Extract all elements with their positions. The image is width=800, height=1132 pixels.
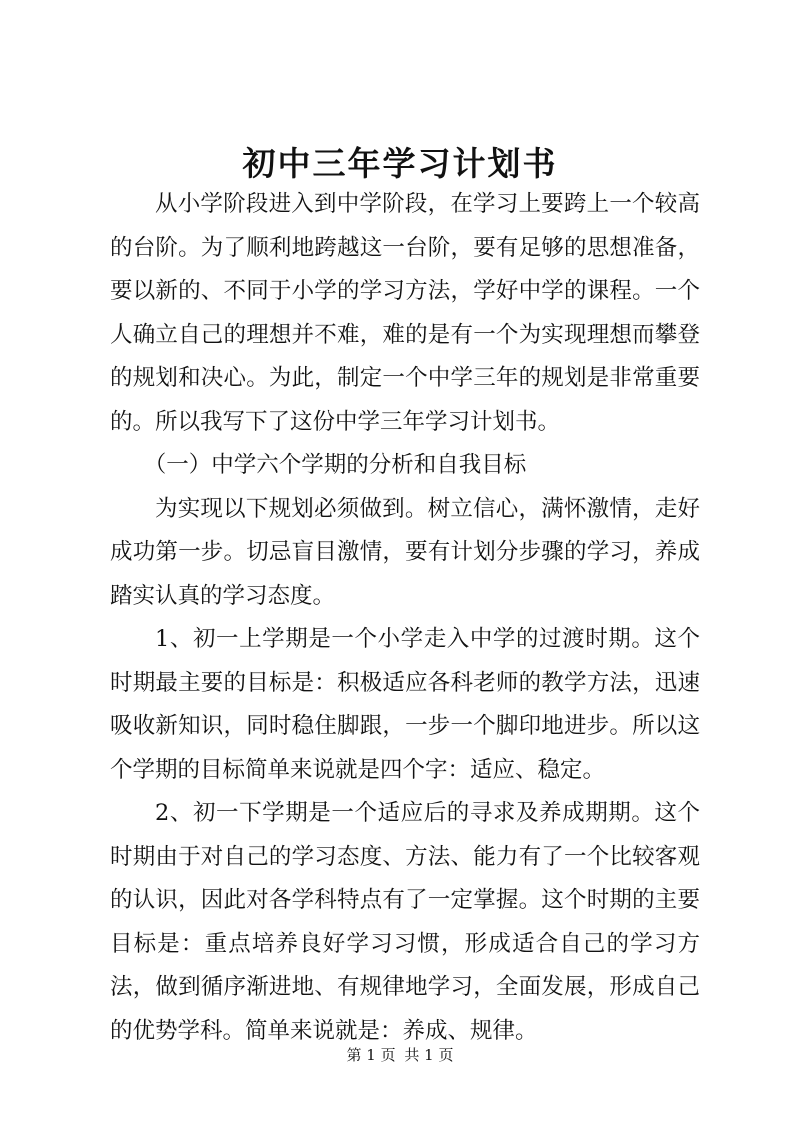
- page-number: 第 1 页: [346, 1046, 396, 1064]
- section-heading: （一）中学六个学期的分析和自我目标: [143, 452, 527, 478]
- document-title: 初中三年学习计划书: [242, 144, 558, 183]
- page-total: 共 1 页: [404, 1046, 454, 1064]
- paragraph-intro: 从小学阶段进入到中学阶段，在学习上要跨上一个较高的台阶。为了顺利地跨越这一台阶，要有足够的思想准备，要以新的、不同于小学的学习方法，学好中学的课程。一个人确立自己的理想并不难，难的是有一个为实现理想而攀登的规划和决心。为此，制定一个中学三年的规划是非常重要的。所以我写下了这份中学三年学习计划书。: [110, 191, 700, 435]
- document-body: [110, 183, 700, 1053]
- page-footer: [0, 1045, 800, 1065]
- paragraph-term-2: 2、初一下学期是一个适应后的寻求及养成期期。这个时期由于对自己的学习态度、方法、能力有了一个比较客观的认识，因此对各学科特点有了一定掌握。这个时期的主要目标是：重点培养良好学习习惯，形成适合自己的学习方法，做到循序渐进地、有规律地学习，全面发展，形成自己的优势学科。简单来说就是：养成、规律。: [110, 800, 700, 1044]
- paragraph-term-1: 1、初一上学期是一个小学走入中学的过渡时期。这个时期最主要的目标是：积极适应各科老师的教学方法，迅速吸收新知识，同时稳住脚跟，一步一个脚印地进步。所以这个学期的目标简单来说就是四个字：适应、稳定。: [110, 626, 700, 783]
- paragraph-requirements: 为实现以下规划必须做到。树立信心，满怀激情，走好成功第一步。切忌盲目激情，要有计划分步骤的学习，养成踏实认真的学习态度。: [110, 495, 700, 609]
